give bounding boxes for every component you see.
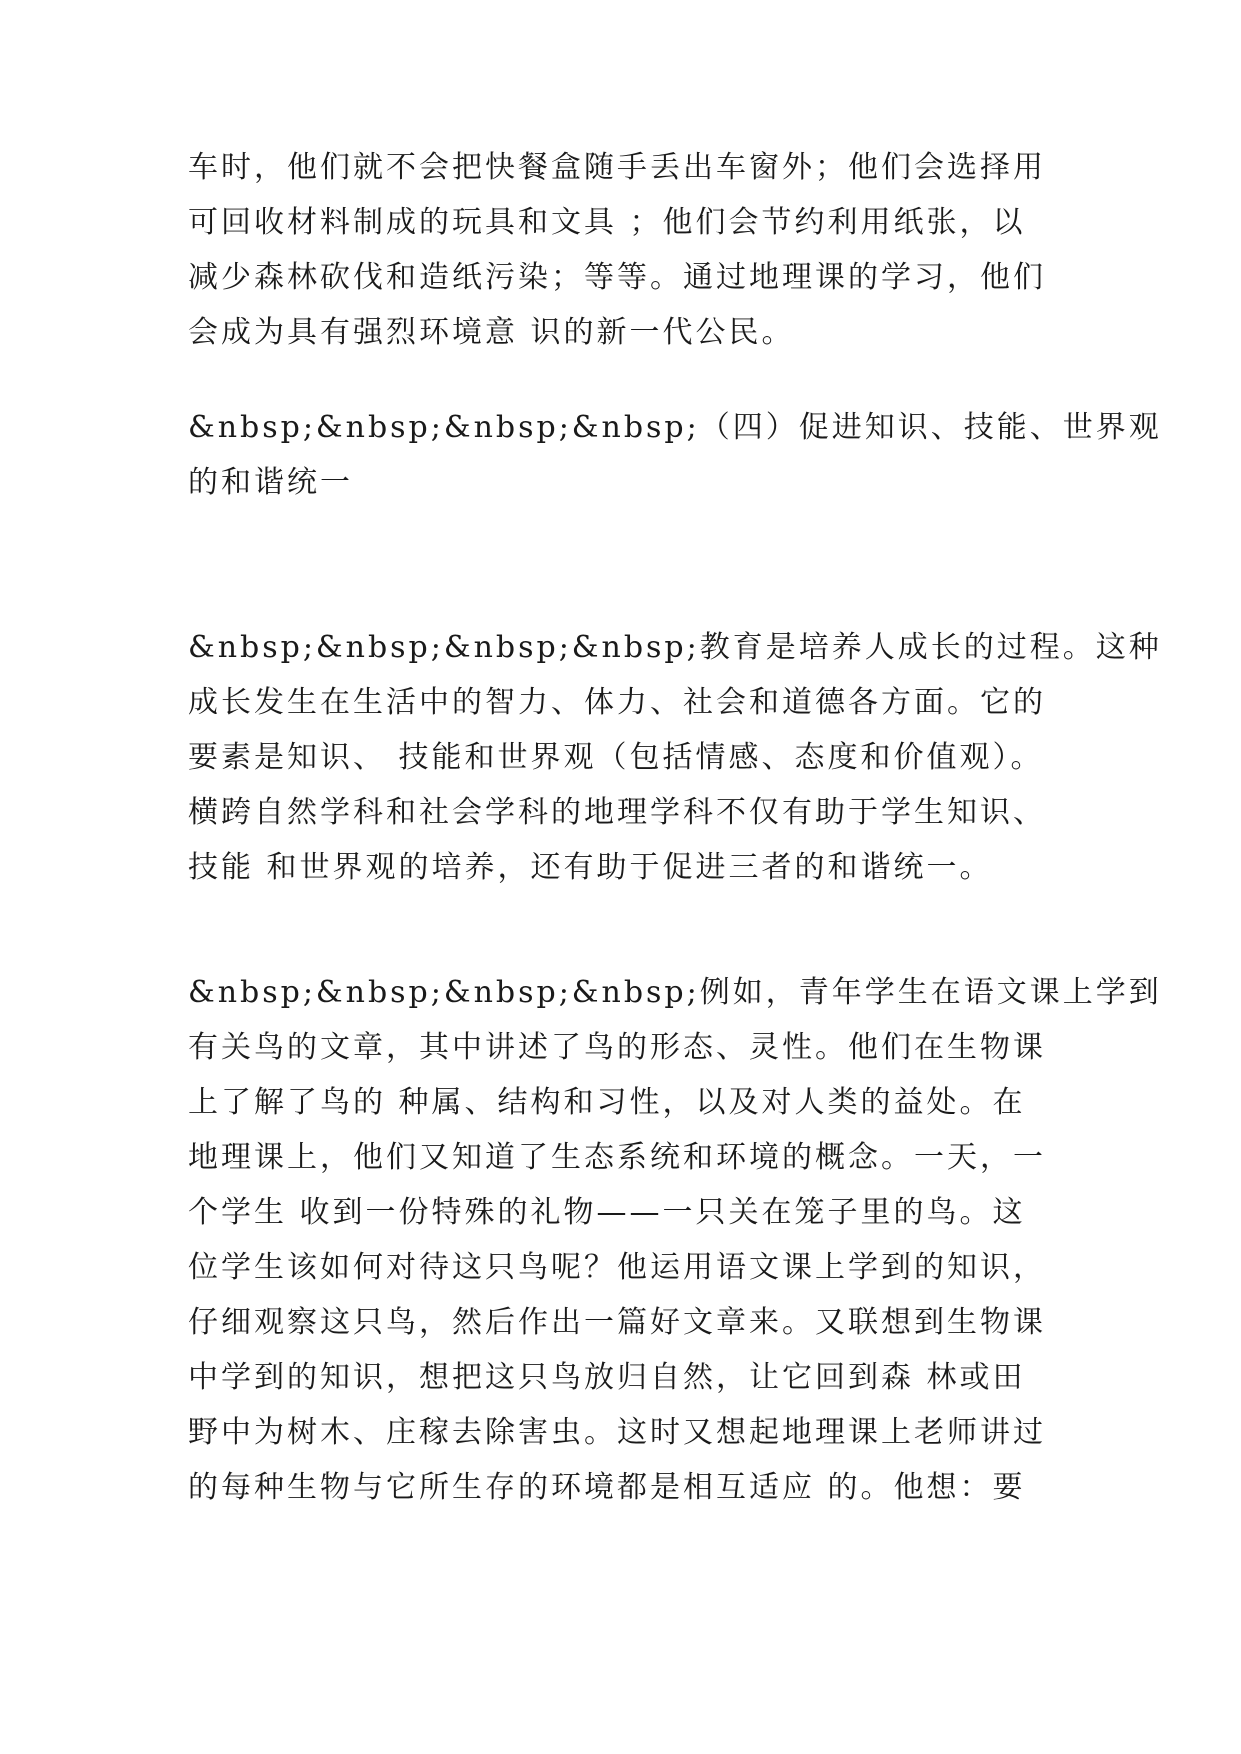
text-line: 横跨自然学科和社会学科的地理学科不仅有助于学生知识、 bbox=[188, 795, 1046, 830]
text-line: 车时，他们就不会把快餐盒随手丢出车窗外；他们会选择用 bbox=[188, 150, 1046, 185]
text-line: 野中为树木、庄稼去除害虫。这时又想起地理课上老师讲过 bbox=[188, 1415, 1046, 1450]
text-line: 个学生 收到一份特殊的礼物——一只关在笼子里的鸟。这 bbox=[188, 1195, 1026, 1230]
text-line: 成长发生在生活中的智力、体力、社会和道德各方面。它的 bbox=[188, 685, 1046, 720]
paragraph-environment-awareness bbox=[188, 140, 1068, 360]
text-line: 可回收材料制成的玩具和文具 ；他们会节约利用纸张，以 bbox=[188, 205, 1026, 240]
text-line: 的每种生物与它所生存的环境都是相互适应 的。他想：要 bbox=[188, 1470, 1026, 1505]
text-line: 地理课上，他们又知道了生态系统和环境的概念。一天，一 bbox=[188, 1140, 1046, 1175]
text-line: &nbsp;&nbsp;&nbsp;&nbsp;（四）促进知识、技能、世界观 bbox=[188, 410, 1162, 445]
text-line: 上了解了鸟的 种属、结构和习性，以及对人类的益处。在 bbox=[188, 1085, 1026, 1120]
text-line: &nbsp;&nbsp;&nbsp;&nbsp;例如，青年学生在语文课上学到 bbox=[188, 975, 1162, 1010]
text-line: 中学到的知识，想把这只鸟放归自然，让它回到森 林或田 bbox=[188, 1360, 1026, 1395]
section-heading-four bbox=[188, 400, 1162, 510]
paragraph-bird-example bbox=[188, 965, 1162, 1515]
text-line: 的和谐统一 bbox=[188, 465, 353, 500]
text-line: 要素是知识、 技能和世界观（包括情感、态度和价值观）。 bbox=[188, 740, 1044, 775]
text-line: 减少森林砍伐和造纸污染；等等。通过地理课的学习，他们 bbox=[188, 260, 1046, 295]
text-line: 会成为具有强烈环境意 识的新一代公民。 bbox=[188, 315, 795, 350]
text-line: 位学生该如何对待这只鸟呢？他运用语文课上学到的知识， bbox=[188, 1250, 1046, 1285]
paragraph-education-growth bbox=[188, 620, 1162, 895]
text-line: 仔细观察这只鸟，然后作出一篇好文章来。又联想到生物课 bbox=[188, 1305, 1046, 1340]
text-line: &nbsp;&nbsp;&nbsp;&nbsp;教育是培养人成长的过程。这种 bbox=[188, 630, 1162, 665]
text-line: 技能 和世界观的培养，还有助于促进三者的和谐统一。 bbox=[188, 850, 993, 885]
text-line: 有关鸟的文章，其中讲述了鸟的形态、灵性。他们在生物课 bbox=[188, 1030, 1046, 1065]
